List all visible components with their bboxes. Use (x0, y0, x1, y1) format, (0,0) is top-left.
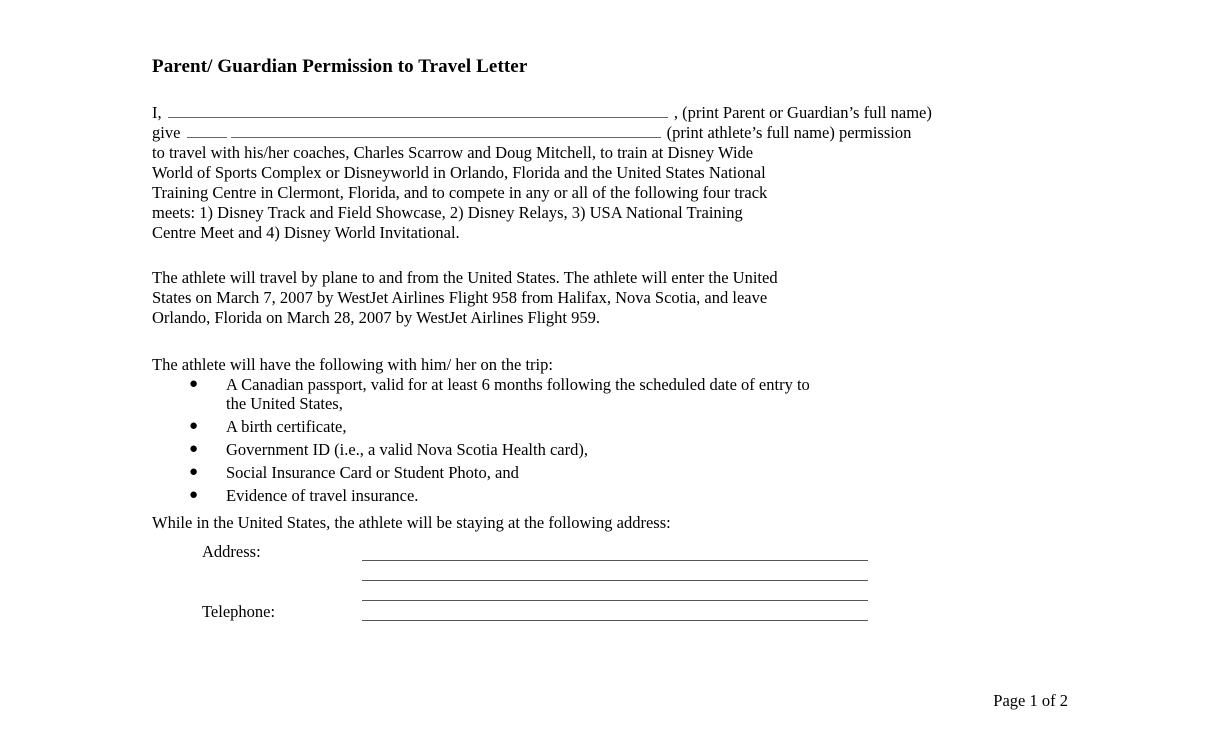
list-item (152, 463, 1068, 482)
address-row-2 (152, 562, 1068, 582)
telephone-row (152, 602, 1068, 622)
list-item (152, 486, 1068, 505)
bullet-icon: ● (189, 464, 199, 480)
intro-paragraph (152, 103, 1068, 243)
intro-line-7: Centre Meet and 4) Disney World Invitational. (152, 223, 460, 242)
athlete-name-hint: (print athlete’s full name) permission (666, 123, 912, 142)
list-item (152, 417, 1068, 436)
intro-line-3: to travel with his/her coaches, Charles Scarrow and Doug Mitchell, to train at Disney Wide (152, 143, 754, 162)
telephone-label: Telephone: (202, 602, 276, 621)
items-lead-text: The athlete will have the following with him/ her on the trip: (152, 355, 553, 374)
list-item-line-1: A Canadian passport, valid for at least 6 months following the scheduled date of entry to (226, 375, 810, 394)
address-row-3 (152, 582, 1068, 602)
intro-line-6: meets: 1) Disney Track and Field Showcase, 2) Disney Relays, 3) USA National Training (152, 203, 743, 222)
parent-name-hint: , (print Parent or Guardian’s full name) (673, 103, 932, 122)
list-item-line-1: A birth certificate, (226, 417, 347, 436)
address-label: Address: (202, 542, 261, 561)
bullet-icon: ● (189, 487, 199, 503)
list-item-line-1: Government ID (i.e., a valid Nova Scotia Health card), (226, 440, 588, 459)
telephone-input-line[interactable] (362, 620, 868, 621)
athlete-name-line (152, 123, 1068, 143)
parent-name-blank[interactable] (168, 104, 668, 118)
travel-line-3: Orlando, Florida on March 28, 2007 by WestJet Airlines Flight 959. (152, 308, 600, 327)
page-footer: Page 1 of 2 (993, 691, 1068, 710)
list-item-line-2: the United States, (226, 394, 343, 413)
address-input-line-2[interactable] (362, 580, 868, 581)
address-lead-text: While in the United States, the athlete will be staying at the following address: (152, 513, 671, 532)
bullet-icon: ● (189, 376, 199, 392)
travel-line-2: States on March 7, 2007 by WestJet Airlines Flight 958 from Halifax, Nova Scotia, and leave (152, 288, 768, 307)
list-item-line-1: Evidence of travel insurance. (226, 486, 419, 505)
travel-paragraph (152, 268, 1068, 328)
stay-address-form (152, 542, 1068, 622)
bullet-icon: ● (189, 418, 199, 434)
intro-line-4: World of Sports Complex or Disneyworld in Orlando, Florida and the United States National (152, 163, 766, 182)
intro-line-5: Training Centre in Clermont, Florida, and to compete in any or all of the following four track (152, 183, 768, 202)
page-title: Parent/ Guardian Permission to Travel Letter (152, 56, 528, 77)
list-item (152, 440, 1068, 459)
list-item-line-1: Social Insurance Card or Student Photo, and (226, 463, 519, 482)
travel-line-1: The athlete will travel by plane to and from the United States. The athlete will enter the United (152, 268, 778, 287)
list-item (152, 375, 1068, 413)
required-documents-list (152, 375, 1068, 509)
bullet-icon: ● (189, 441, 199, 457)
address-row-1 (152, 542, 1068, 562)
address-input-line-1[interactable] (362, 560, 868, 561)
address-input-line-3[interactable] (362, 600, 868, 601)
athlete-name-blank-b[interactable] (231, 124, 661, 138)
intro-lead-give: give (152, 123, 181, 142)
athlete-name-blank-a[interactable] (187, 124, 227, 138)
intro-lead-i: I, (152, 103, 162, 122)
parent-name-line (152, 103, 1068, 123)
